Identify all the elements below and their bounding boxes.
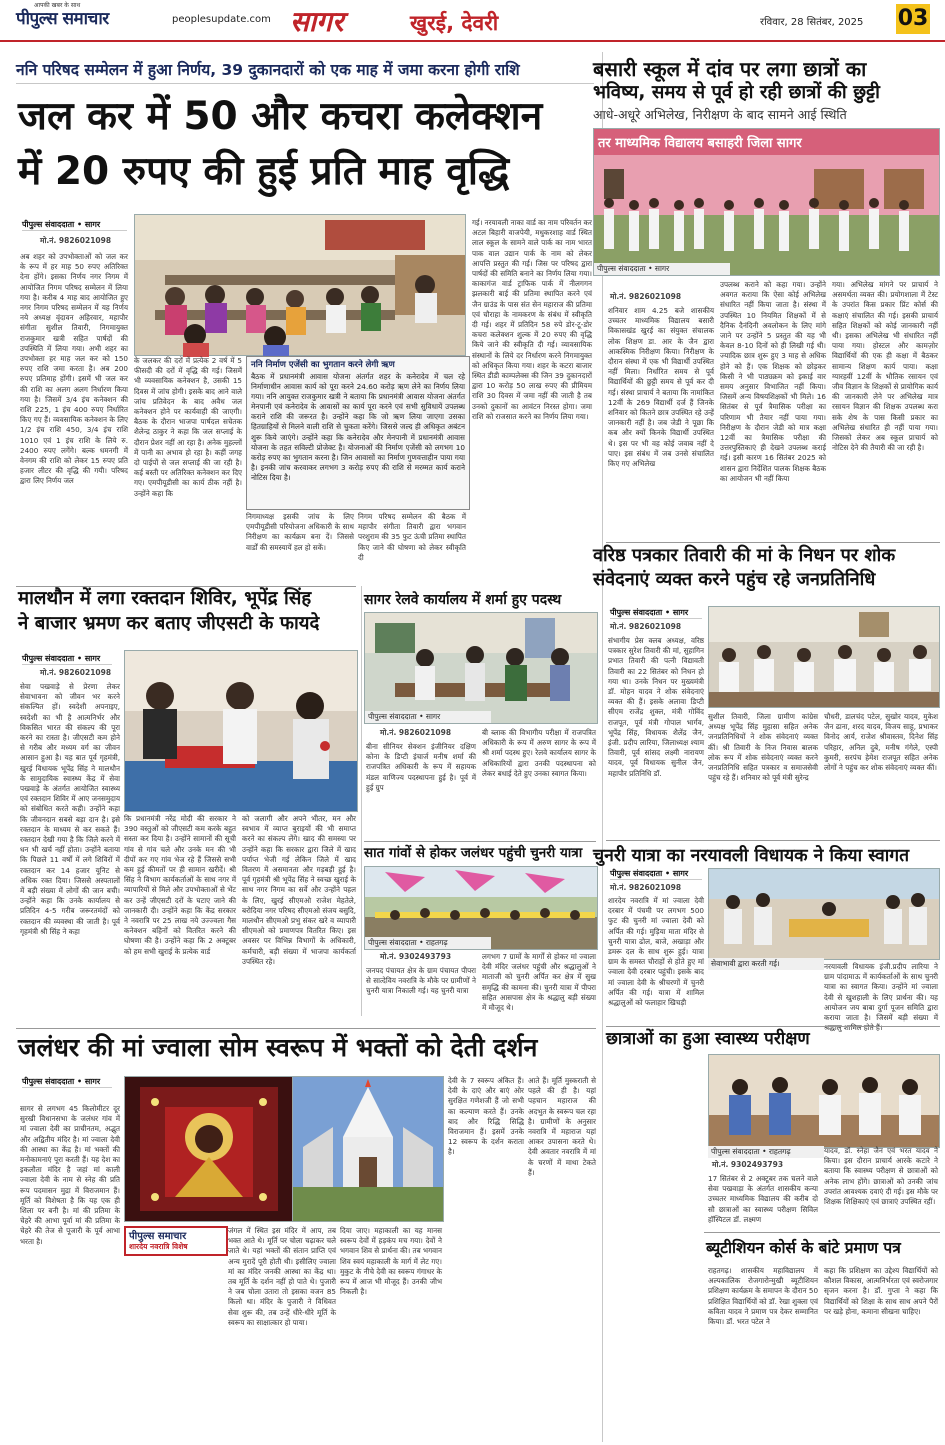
tiwari-title-line2: संवेदनाएं व्यक्त करने पहुंच रहे जनप्रतिनिधि [593, 569, 876, 590]
badge-brand: पीपुल्स समाचार [129, 1231, 187, 1242]
swasthya-photo [708, 1054, 940, 1148]
infobox-text: बैठक में प्रधानमंत्री आवास योजना अंतर्गत शहर के कनेरादेव में चल रहे निर्माणाधीन आवास कार्य को पूरा करने 24.60 करोड़ ऋण लेने का निर्णय लिया गया। ननि आयुक्त राजकुमार खत्री ने बताया कि प्रधानमंत्री आवास योजना अंतर्गत मेनपानी एवं कनेरादेव के आवासों का कार्य पूरा करने एवं सभी सुविधायें उपलब्ध कराने राशि की जरूरत है। उन्होंने कहा कि जो ऋण लिया जाएगा उसका हितग्राहियों से मिलने वाली राशि से चुकता करेंगे। जिससे जल्द ही अधिकृत अबंटन शुरू किये जाएंगे। उन्होंने कहा कि कनेरादेव और मेनपानी में प्रधानमंत्री आवास योजना के तहत सविल्टी प्रोजेक्ट है। योजनाओं की निर्माण एजेंसी को लगभग 10 करोड़ रुपए का भुगतान करना है। जिन आवासों का निर्माण गुणवत्ताहीन पाया गया है। इनकी जांच करवाकर लगभग 3 करोड़ रुपए की राशि से मरम्मत कार्य कराने नोटिस दिया है। [251, 372, 465, 482]
tiwari-col2-text: सुशील तिवारी, जिला ग्रामीण कांग्रेस अध्यक्ष भूपेंद्र सिंह मुहासा सहित अनेक जनप्रतिनिधियों ने शोक संवेदनाएं व्यक्त कीं। श्री तिवारी के निज निवास बालक लोक रूप में शोक संवेदनाएं व्यक्त करने जनप्रतिनिधि सहित पत्रकार व समाजसेवी पहुंच रहे हैं। शनिवार को पूर्व मंत्री सुरेन्द्र [708, 712, 818, 783]
divider [16, 586, 356, 587]
tiwari-col1-text: संभागीय प्रेस क्लब अध्यक्ष, वरिष्ठ पत्रकार सुरेश तिवारी की मां, सुहागिन प्रभात तिवारी की पत्नी विद्यावती तिवारी का 22 सितंबर को निधन हो गया था। उनके निधन पर मुख्यमंत्री डॉ. मोहन यादव ने शोक संवेदनाएं व्यक्त की हैं। इसके अलावा डिप्टी सीएम राजेंद्र शुक्ल, मंत्री गोविंद राजपूत, पूर्व मंत्री गोपाल भार्गव, भूपेंद्र सिंह, विधायक शैलेंद्र जैन, इंजी. प्रदीप लारिया, जिलाध्यक्ष श्याम तिवारी, पूर्व सांसद लक्ष्मी नारायण यादव, पूर्व विधायक सुनील जैन, महापौर प्रतिनिधि डॉ. [608, 636, 704, 778]
chunari-photo-yatra [364, 866, 598, 950]
dateline: रविवार, 28 सितंबर, 2025 [760, 17, 864, 28]
basari-col1-text: शनिवार शाम 4.25 बजे शासकीय उच्चतर माध्यमिक विद्यालय बसारी विकासखंड खुरई का संयुक्त संचालक लोक शिक्षण डा. आर के जैन द्वारा आकस्मिक निरीक्षण किया। निरीक्षण के दौरान संस्था में एक भी विद्यार्थी उपस्थित नहीं मिला। निर्धारित समय से पूर्व विद्यार्थियों की छुट्टी समय से पूर्व कर दी गई। संस्था प्राचार्य ने बताया कि नामांकित 12वीं के 269 विद्यार्थी दर्ज हैं जिनके शनिवार को कितने छात्र उपस्थित रहे उन्हें जानकारी नहीं है। जब जेडी ने पूछा कि कब और क्यों किनके विद्यार्थी उपस्थित थे। इस पर भी वह कोई जवाब नहीं दे पाए। इस संबंध में जब उनसे संचालित किए गए अभिलेख [608, 306, 714, 469]
swasthya-col2-text: यादव, डॉ. स्नेहा जैन एवं भरत यादव ने किया। इस दौरान प्राचार्य आरके कटारे ने बताया कि स्वास्थ्य परीक्षण से छात्राओं को अनेक लाभ होंगे। छात्राओं को उनकी जांच उपरांत आवश्यक दवाएं दी गई। इस मौके पर शिक्षक शिक्षिकाएं एवं छात्राएं उपस्थित रहीं। [824, 1146, 938, 1207]
narayavali-photo [708, 868, 940, 960]
blood-donation-illustration [125, 651, 357, 811]
chunari-col1-text: जनपद पंचायत क्षेत्र के ग्राम पंचायत पीपरा से सात्देविय नवरात्रि के मौके पर ग्रामीणों ने चुनरी यात्रा निकाली गई। यह चुनरी यात्रा [366, 966, 476, 996]
jalandhar-col1-text: सागर से लगभग 45 किलोमीटर दूर सुरखी विधानसभा के जलंधर गांव में मां ज्वाला देवी का प्राचीनतम, अद्भुत और अद्वितीय मंदिर है। मां ज्वाला देवी की आस्था का केंद्र है। मां भक्तों की मनोकामनाएं पूरा करती हैं। यह देश का इकलौता मंदिर है जहां मां काली ज्वाला देवी के नाम से स्नेह की प्रति रूप पदमासन मुद्रा में विराजमान हैं। मूर्ति को विशेषता है कि यह एक ही शिला पर बनी है। मां की प्रतिमा के चेहरे की आभा पूर्वा मां की प्रतिमा के चेहरे की तेज से पूजारी के पूर्व आभा भरता है। [20, 1104, 120, 1246]
chunari-col2-text: लगभग 7 ग्रामों के मार्गों से होकर मां ज्वाला देवी मंदिर जलंधर पहुंची और श्रद्धालुओं ने माताजी को चुनरी अर्पित कर क्षेत्र में सुख समृद्धि की कामना की। चुनरी यात्रा में पीपरा सहित आसपास क्षेत्र के श्रद्धालु बड़ी संख्या में मौजूद थे। [482, 952, 596, 1013]
beauty-col1-text: राहतगढ़। शासकीय महाविद्यालय में अल्पकालिक रोजगारोन्मुखी ब्यूटीशियन प्रशिक्षण कार्यक्रम के समापन के दौरान 50 प्रशिक्षित विद्यार्थियों को डॉ. रेखा शुक्ला एवं कविता यादव ने प्रमाण पत्र देकर सम्मानित किया। डॉ. भरत पटेल ने [708, 1266, 819, 1327]
divider [16, 83, 594, 84]
narayavali-mobile: मो.नं. 9826021098 [610, 883, 682, 892]
railway-title: सागर रेलवे कार्यालय में शर्मा हुए पदस्थ [364, 592, 562, 608]
column-divider [361, 586, 362, 1016]
railway-col2-text: बी ब्लाक की विभागीय परीक्षा में राजपत्रित अधिकारी के रूप में अरुण सागर के रूप में श्री शर्मा पदस्थ हुए। रेलवे कार्यालय सागर के अधिकारियों द्वारा उनकी पदस्थापना को लेकर बधाई देते हुए उनका स्वागत किया। [482, 728, 596, 778]
jalandhar-col5-text: आते हैं। मूर्ति मुस्कराती से पहले की ही है। यहां पहचान महाराज की अदभुत के स्वरूप चल रहा है। ग्रामीणों के अनुसार नवरात्रि में महाराज यहां आकर उपासना करते थे। देवी अवतार नवरात्रि में मां के चरणों में माथा टेकते हैं। [528, 1076, 596, 1177]
raktdan-mobile: मो.नं. 9826021098 [40, 668, 112, 677]
jalandhar-col2-text: जंगल में स्थित इस मंदिर में आप, तब भक्त आते थे। मूर्ति पर चोला चढ़ाकर चले जाते थे। यहां भक्तों की संतान प्राप्ति एवं अन्य मुरादें पूरी होती थी। इसीलिए ज्वाला मां का मंदिर जनकी आस्था का केंद्र था। तब मूर्ति के दर्शन नहीं हो पाते थे। पुजारी ने जब चोला उतारा तो इसका वजन 85 किलो था। मंदिर के पुजारी ने विधिवत सेवा शुरू की, तब उन्हें धीरे-धीरे मूर्ति के स्वरूप का साक्षात्कार हो पाया। [228, 1226, 336, 1327]
tiwari-byline: पीपुल्स संवाददाता • सागर [610, 607, 702, 619]
badge-subtitle: शारदेय नवरात्रि विशेष [129, 1242, 188, 1251]
chunari-title: सात गांवों से होकर जलंधर पहुंची चुनरी यात्रा [364, 845, 583, 861]
lead-title-line2: में 20 रुपए की हुई प्रति माह वृद्धि [18, 149, 510, 194]
lead-kicker: ननि परिषद सम्मेलन में हुआ निर्णय, 39 दुकानदारों को एक माह में जमा करना होगी राशि [16, 61, 520, 79]
basari-col2-text: उपलब्ध कराने को कहा गया। उन्होंने अवगत कराया कि ऐसा कोई अभिलेख संधारित नहीं किया जाता है। संस्था में उपस्थित 10 नियमित शिक्षकों में से दैनिक दैनंदिनी अवलोकन के लिए मांगे जाने पर उन्होंने 5 प्रस्तुत की यह भी केवल 8-10 दिनों को ही लिखी गई थी। ज्यादिक छात्र शुरू हुए 3 माह से अधिक होने को हैं। एक शिक्षक को छोड़कर किसी ने भी पाठ्यक्रम को इकाई वार समय अनुसार विभाजित नहीं किया। जिसमें अन्य विषयशिक्षकों भी मिले। 16 सितंबर से पूर्व त्रैमासिक परीक्षा का परिणाम भी तैयार नहीं पाया गया। निरीक्षण के दौरान जेडी को मात्र कक्षा 12वीं का त्रैमासिक परीक्षा की उत्तरपुस्तिकाएं ही देखने उपलब्ध कराई गई। इसी कारण 16 सितंबर 2025 को शासन द्वारा निर्देशित पालक शिक्षक बैठक का आयोजन भी नहीं किया [720, 280, 826, 483]
divider [606, 840, 940, 841]
railway-photo-office [364, 612, 598, 724]
brand-logo[interactable]: पीपुल्स समाचार [16, 9, 109, 29]
basari-photo-school [593, 128, 940, 276]
temple-illustration [293, 1077, 443, 1221]
railway-office-illustration [365, 613, 597, 723]
raktdan-title-line1: मालथौन में लगा रक्तदान शिविर, भूपेंद्र सिंह [18, 588, 312, 609]
beauty-col2-text: कहा कि प्रशिक्षण का उद्देश्य विद्यार्थियों को कौशल विकास, आत्मनिर्भरता एवं स्वरोजगार सृजन करना है। डॉ. गुप्ता ने कहा कि विद्यार्थियों को शिक्षा के साथ साथ अपने पैरों पर खड़े होना, कमाना सीखना चाहिए। [824, 1266, 938, 1316]
lead-title-line1: जल कर में 50 और कचरा कलेक्शन [18, 94, 543, 139]
basari-deck: आधे-अधूरे अभिलेख, निरीक्षण के बाद सामने आई स्थिति [593, 107, 847, 122]
beauty-title: ब्यूटीशियन कोर्स के बांटे प्रमाण पत्र [706, 1239, 901, 1257]
narayavali-byline: पीपुल्स संवाददाता • सागर [610, 868, 702, 880]
lead-col3-text: गई। नरयावली नाका वार्ड का नाम परिवर्तन कर अटल बिहारी वाजपेयी, मधुकरशाह वार्ड स्थित लाल स्कूल के सामने वाले पार्क का नाम भारत पाक वाल उद्यान पार्क के नाम को लेकर आपत्ति प्रस्तुत की गई। जिस पर परिषद द्वारा पार्षदों की समिति बनाने का निर्णय लिया गया। काकागंज वार्ड ट्राफिक पार्क में नीलगगन झलकारी बाई की प्रतिमा स्थापित करने एवं जैन ग्राउंड के पास संत सेन महाराज की प्रतिमा एवं चौराहा के नामकरण के संबंध में स्वीकृति दी गई। शहर में प्रतिदिन 58 रुपे डोर-टू-डोर कचरा कलेक्शन शुल्क में 20 रुपए की वृद्धि किये जाने की स्वीकृति दी गई। व्यावसायिक संस्थानों के लिये दर निर्धारण करने निगमायुक्त को अधिकृत किया गया। शहर के कटरा बाजार स्थित डीडी काम्पलेक्स की जिन 39 दुकानदारों द्वारा 10 करोड़ 50 लाख रुपए की प्रीमियम राशि 30 दिवस में जमा नहीं की जाती है तब उनको दुकानों का आवंटन निरस्त होगा। जमा राशि को राजसात करने का निर्णय लिया गया। [472, 218, 592, 421]
city-subtitle: खुरई, देवरी [410, 11, 499, 35]
basari-title-line1: बसारी स्कूल में दांव पर लगा छात्रों का [593, 57, 867, 81]
narayavali-col1-text: शारदेय नवरात्रि में मां ज्वाला देवी दरबार में पंचमी पर लगभग 500 फुट की चुनरी मां ज्वाला देवी को अर्पित की गई। मुड़िया माता मंदिर से चुनरी यात्रा ढोल, बाजे, अखाड़ा और डमरू दल के साथ शुरू हुई। यात्रा ग्राम के समस्त चौराहों से होते हुए मां ज्वाला देवी दरबार पहुंची। इसके बाद मां ज्वाला देवी के श्रीचरणों में चुनरी अर्पित की गई। यात्रा में शामिल श्रद्धालुओं को फलाहार खिचड़ी [608, 896, 704, 1008]
lead-col5-text: निगम परिषद सम्मेलन की बैठक में महापौर संगीता तिवारी द्वारा भगवान परशुराम की 35 फुट ऊंची प्रतिमा स्थापित किए जाने की घोषणा को लेकर स्वीकृति दी [358, 512, 466, 562]
divider [704, 1232, 940, 1233]
raktdan-col1-text: सेवा पखवाड़े से प्रेरणा लेकर सेवाभावना को जीवन भर करने संकल्पित हों। स्वदेशी अपनाइए, स्वदेशी का भी है आत्मनिर्भर और विकसित भारत की संकल्प की पूरा करने का रास्ता है। जीएसटी कम होने से गरीब और मध्यम वर्ग का जीवन आसान हुआ है। यह बात पूर्व गृहमंत्री, खुरई विधायक भूपेंद्र सिंह ने मालथौन के सामुदायिक स्वास्थ्य केंद्र में सेवा पखवाड़े के अंतर्गत आयोजित स्वास्थ्य एवं रक्तदान शिविर में आए जनसमुदाय को संबोधित करते कही। उन्होंने कहा कि जीवनदान सबसे बड़ा दान है। इसे रक्तदान के माध्यम से कर सकते हैं। रक्तदान देखी गया है कि जिले करने में धन भी खर्च नहीं होता। उन्होंने बताया कि पिछले 11 वर्षों में लगे शिविरों में रक्तदान कर 14 हजार यूनिट से अधिक रक्त दिया। जिससे अस्पतालों में बड़ी संख्या में लोगों की जान बची। उन्होंने कहा कि उनके कार्यालय से प्रतिदिन 4-5 गरीब जरूरतमंदों को रक्तदान की व्यवस्था की जाती है। पूर्व गृहमंत्री श्री सिंह ने कहा [20, 682, 120, 936]
meeting-hall-illustration [135, 215, 465, 355]
lead-byline: पीपुल्स संवाददाता • सागर [22, 219, 127, 231]
lead-infobox [246, 356, 470, 510]
narayavali-title: चुनरी यात्रा का नरयावली विधायक ने किया स्वागत [593, 846, 910, 866]
divider [16, 1028, 596, 1029]
swasthya-col1-text: 17 सितंबर से 2 अक्टूबर तक चलने वाले सेवा पखवाड़ा के अंतर्गत शासकीय कन्या उच्चतर माध्यमिक विद्यालय की करीब दो सौ छात्राओं का स्वास्थ्य परीक्षण सिविल हॉस्पिटल डॉ. लक्ष्मण [708, 1174, 818, 1224]
jalandhar-byline: पीपुल्स संवाददाता • सागर [22, 1076, 112, 1088]
tiwari-photo-condolence [708, 606, 940, 708]
divider [606, 1026, 940, 1027]
narayavali-col2-text: नरयावली विधायक इंजी.प्रदीप लारिया ने ग्राम पांदामाऊ में कार्यकर्ताओं के साथ चुनरी यात्रा का स्वागत किया। उन्होंने मां ज्वाला देवी से खुशहाली के लिए प्रार्थना की। यह आयोजन जय बाबा दुर्गा पूजन समिति द्वारा कराया जाता है। जिसमें बड़ी संख्या में श्रद्धालु शामिल होते हैं। [824, 962, 938, 1033]
jalandhar-photo-idol [124, 1076, 294, 1222]
left-column-filler [606, 1054, 702, 1434]
school-sign-text: तर माध्यमिक विद्यालय बसाहरी जिला सागर [598, 136, 802, 151]
lead-col2-text: के जलकर की दरों में प्रत्येक 2 वर्ष में 5 फीसदी की दरों में वृद्धि की गई। जिसमें भी व्यवसायिक कनेक्शन है, उसकी 15 दिवस में जांच होगी। इसके बाद आने वाले जांच प्रतिवेदन के बाद अवैध जल कनेक्शन होने पर कार्यवाही की जाएगी। बैठक के दौरान भाजपा पार्षदल सचेतक शैलेन्द्र ठाकुर ने कहा कि जल सप्लाई के दौरान प्रेशर नहीं आ रहा है। अनेक मुहल्लों में पानी का अभाव हो रहा है। कहीं जगह दो पाईपों से जल सप्लाई की जा रही है। कई बस्ती पर अतिरिक्त कनेक्शन कर दिए गए। एमपीयूडीसी का कार्य ठीक नहीं है। उन्होंने कहा कि [134, 356, 242, 498]
site-url[interactable]: peoplesupdate.com [172, 14, 271, 25]
basari-mobile: मो.नं. 9826021098 [610, 292, 682, 301]
lead-mobile: मो.नं. 9826021098 [40, 236, 112, 245]
welcome-ceremony-illustration [709, 869, 939, 959]
raktdan-col3-text: को जलागी और अपने भीतर, मन और स्वभाव में व्याप्त बुराइयों की भी समाप्त करने का संकल्प लेंगे। खाद की समस्या पर उन्होंने कहा कि सरकार द्वारा जिले में खाद पर्याप्त भेजी गई लेकिन जिले में खाद वितरण में असमानता और गड़बड़ी हुई है। पूर्व गृहमंत्री श्री भूपेंद्र सिंह ने स्वच्छ खुराई के साथ नगर निगम का सर्वे और उन्होंने पहल के लिए, खुरई सीएमओ राजेश मेहतेले, बरोदिया नगर परिषद सीएमओ संजय बसुदि, मालथौन सीएमओ प्रभु संकर खरे व व्यापारी सीएमओ को प्रमाणपत्र वितरित किए। इस अवसर पर विभिन्न विभागों के अधिकारी, कर्मचारी, बड़ी संख्या में भाजपा कार्यकर्ता उपस्थित रहे। [242, 814, 356, 966]
goddess-idol-illustration [125, 1077, 293, 1221]
chunari-mobile: मो.नं. 9302493793 [380, 952, 452, 961]
tiwari-title-line1: वरिष्ठ पत्रकार तिवारी की मां के निधन पर शोक [593, 545, 896, 566]
railway-mobile: मो.नं. 9826021098 [380, 728, 452, 737]
masthead [0, 0, 945, 42]
health-checkup-illustration [709, 1055, 939, 1147]
divider [364, 841, 596, 842]
jalandhar-photo-temple [292, 1076, 444, 1222]
jalandhar-col4-text: देवी के 7 स्वरूप अंकित हैं। देवी के दाएं और बाएं ओर सुरक्षित गणेशजी हैं जो सभी का कल्याण करते हैं। उनके बाद और रिद्धि सिद्धि विराजमान हैं। इसमें उनके 12 स्वरूप के दर्शन कराता है। [448, 1076, 524, 1157]
jalandhar-col3-text: दिया जाए। महाकाली का यह मानस स्वरूप देवों में हड़कंप मच गया। देवों ने भगवान शिव से प्रार्थना की। तब भगवान शिव स्वयं महाकाली के मार्ग में लेट गए। मुकुट के नीचे देवी का स्वरूप गंगाधर के रूप में आज भी मौजूद हैं। उनकी जीभ निकली है। [340, 1226, 442, 1297]
narayavali-photo-caption: सेवाभावी द्वारा करती गई। [708, 958, 824, 970]
jalandhar-title: जलंधर की मां ज्वाला सोम स्वरूप में भक्तों को देती दर्शन [18, 1033, 538, 1062]
navratri-special-badge [124, 1226, 228, 1256]
brand-tagline: आपकी खबर के साथ [34, 2, 81, 9]
swasthya-title: छात्राओं का हुआ स्वास्थ्य परीक्षण [606, 1029, 810, 1049]
chunari-photo-byline: पीपुल्स संवाददाता • राहतगढ़ [365, 937, 491, 949]
basari-photo-byline: पीपुल्स संवाददाता • सागर [594, 263, 730, 275]
lead-col1-text: अब शहर को उपभोक्ताओं को जल कर के रूप में हर माह 50 रुपए अतिरिक्त देना होंगे। इसका निर्णय नगर निगम में आयोजित निगम परिषद सम्मेलन में लिया गया है। करीब 4 माह बाद आयोजित हुए नगर निगम परिषद सम्मेलन में यह निर्णय नये अध्यक्ष वृंदावन अहिरवार, महापौर संगीता सुशील तिवारी, निगमायुक्त राजकुमार खत्री सहित पार्षदों की उपस्थिति में लिया गया। अभी शहर का उपभोक्ता हर माह जल कर को 150 रुपए राशि जमा करता है। अब 200 रुपए प्रतिमाह होंगी। इसमें भी जल कर की राशि का अलग अलग निर्धारण किया गया है। जिसमें 3/4 इंच कनेक्शन की राशि 225, 1 इंच 400 रुपए निर्धारित किए गए हैं। व्यवसायिक कनेक्शन के लिए 1/2 इंच राशि 450, 3/4 इंच राशि 1010 एवं 1 इंच राशि के लिये रु. 2400 रुपए लगेंगे। बल्क धमनगी में वेनगम की राशि को लेकर 15 रुपए प्रति हजार लीटर की वृद्धि की गयी। परिषद द्वारा लिए निर्णय जल [20, 252, 128, 486]
tiwari-mobile: मो.नं. 9826021098 [610, 622, 682, 631]
lead-col4-text: निगमाध्यक्ष इसकी जांच के लिए एमपीयूडीसी परियोजना अधिकारी के साथ निरीक्षण का कार्यक्रम बना दें। जिससे वार्डों की समस्यायें हल हो सकें। [246, 512, 354, 552]
railway-col1-text: बीना सीनियर सेक्शन इंजीनियर दक्षिण कोना के डिप्टी इंचार्ज मनीष शर्मा की राजपत्रित अधिकारी के रूप में सहायक मंडल वाणिज्य पदस्थापना हुई है। पूर्व में हुई ग्रुप [366, 742, 476, 792]
lead-photo-meeting [134, 214, 466, 356]
raktdan-col2-text: कि प्रधानमंत्री नरेंद्र मोदी की सरकार ने 390 वस्तुओं को जीएसटी कम करके बहुत सस्ता कर दिया है। उन्होंने सामानों की सूची गांव से गांव चले और उनके मन की भी दीपों कर गए गांव भेज रहे हैं जिससे सभी कम हुई कीमतों पर ही सामान खरीदें। श्री सिंह ने विभाग कार्यकर्ताओं के साथ नगर में व्यापारियों से मिले और उपभोक्ताओं से भेंट कर उन्हें जीएसटी दरों के घटाए जाने की जानकारी दी। उन्होंने कहा कि केंद्र सरकार ने नवरात्रि पर 25 लाख नये उज्ज्वला गैस कनेक्शन बहिनों को वितरित करने की घोषणा की है। उन्होंने कहा कि 2 अक्टूबर को हम सभी खुराई के प्रत्येक वार्ड [124, 814, 236, 956]
raktdan-title-line2: ने बाजार भ्रमण कर बताए जीएसटी के फायदे [18, 613, 320, 634]
page-number-badge: 03 [896, 4, 930, 34]
condolence-gathering-illustration [709, 607, 939, 707]
basari-col3-text: गया। अभिलेख मांगने पर प्राचार्य ने असमर्थता व्यक्त की। प्रयोगशाला में टेस्ट के उपरांत किस प्रकार प्रिंट कोर्स की कक्षाएं संचालित की गई। इसकी प्राचार्य सहित शिक्षकों को कोई जानकारी नहीं थी। इसका अभिलेख भी संधारित नहीं पाया गया। होस्टल और कामज़ोर विद्यार्थियों की एक ही कक्षा में बैठकर सामान्य शिक्षण कार्य पाया। कक्षा ग्यारहवीं 12वीं के भौतिक रसायन एवं जीव विज्ञान के शिक्षकों से प्रायोगिक कार्य की जानकारी लेने पर अभिलेख मात्र रसायन विज्ञान की शिक्षक उपलब्ध करा सके शेष के पास किसी प्रकार का अभिलेख संधारित ही नहीं पाया गया। जिसको लेकर अब स्कूल प्राचार्य को नोटिस देने की तैयारी की जा रही है। [832, 280, 938, 453]
raktdan-photo-camp [124, 650, 358, 812]
basari-title-line2: भविष्य, समय से पूर्व हो रही छात्रों की छुट्टी [593, 82, 880, 103]
divider [606, 542, 940, 543]
city-title: सागर [290, 5, 344, 38]
tiwari-col3-text: चौधरी, डालचंद पटेल, सुखोर यादव, मुकेश जैन ढाना, शरद यादव, विजय साहू, प्रभाकर विनोद आर्य, राजेश श्रीवास्तव, दिनेश सिंह परिहार, अनिल दुबे, मनीष गंगेले, एस्पी कुमरी, सरपंच हेमेश राजपूत सहित अनेक लोगों ने पहुंच कर शोक संवेदनाएं व्यक्त कीं। [824, 712, 938, 773]
raktdan-byline: पीपुल्स संवाददाता • सागर [22, 653, 112, 665]
infobox-title: ननि निर्माण एजेंसी का भुगतान करने लेगी ऋण [251, 360, 395, 370]
swasthya-mobile: मो.नं. 9302493793 [712, 1160, 784, 1169]
swasthya-byline: पीपुल्स संवाददाता • राहतगढ़ [708, 1146, 824, 1158]
railway-photo-byline: पीपुल्स संवाददाता • सागर [365, 711, 491, 723]
